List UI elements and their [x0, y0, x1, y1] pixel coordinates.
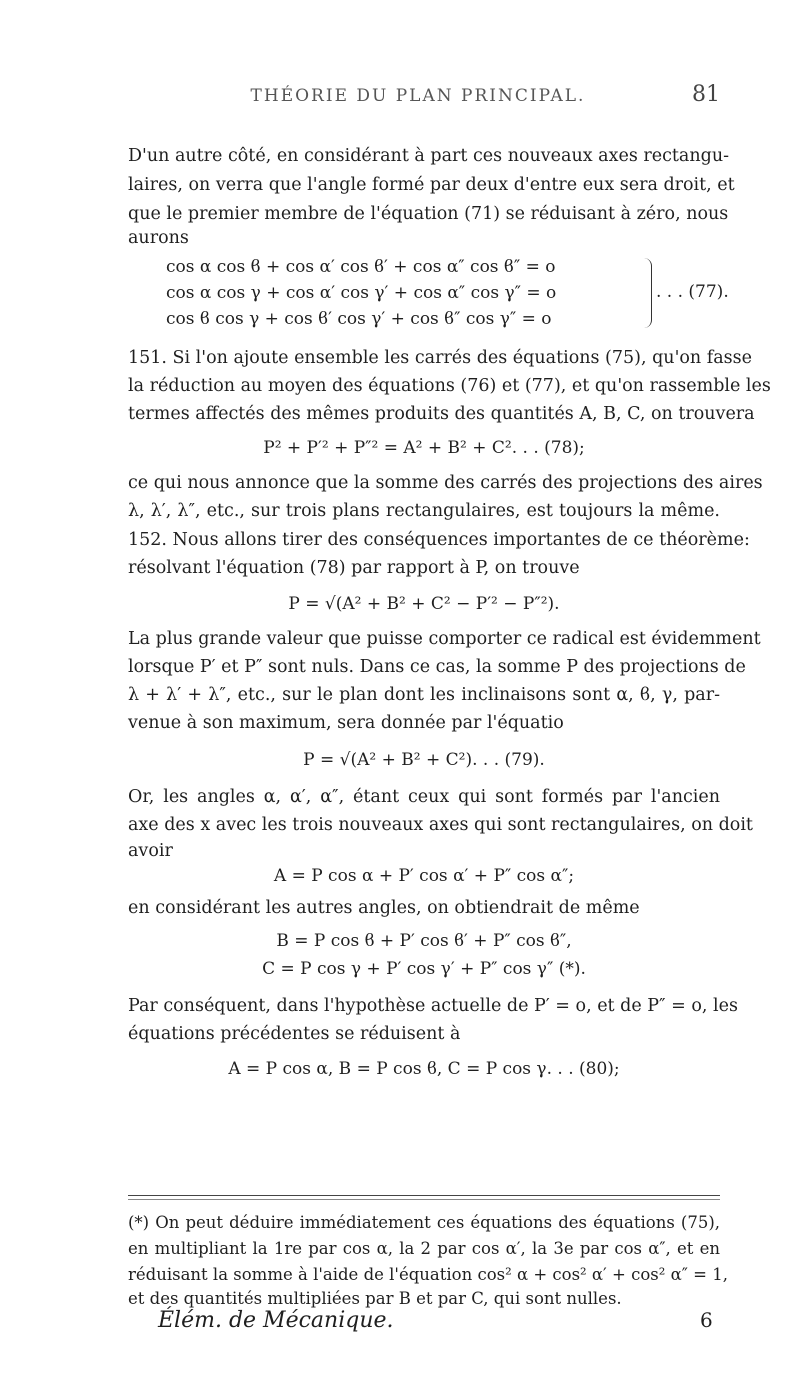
text-line: laires, on verra que l'angle formé par deux d'entre eux sera droit, et	[128, 175, 735, 195]
equation-p: P = √(A² + B² + C² − P′² − P″²).	[288, 594, 560, 614]
equation-79: P = √(A² + B² + C²). . . (79).	[303, 750, 545, 770]
running-header	[128, 82, 720, 112]
footnote-rule	[128, 1195, 720, 1196]
footnote-line: en multipliant la 1re par cos α, la 2 par cos α′, la 3e par cos α″, et en	[128, 1239, 720, 1258]
running-title: THÉORIE DU PLAN PRINCIPAL.	[250, 86, 586, 106]
text-line: lorsque P′ et P″ sont nuls. Dans ce cas, la somme P des projections de	[128, 657, 746, 677]
footnote-rule-thin	[128, 1199, 720, 1200]
equation-number: . . . (77).	[656, 282, 729, 302]
text-line: λ + λ′ + λ″, etc., sur le plan dont les inclinaisons sont α, ϐ, γ, par-	[128, 685, 720, 705]
text-line: venue à son maximum, sera donnée par l'équatio	[128, 713, 564, 733]
page-number: 81	[692, 82, 720, 107]
text-line: que le premier membre de l'équation (71) se réduisant à zéro, nous	[128, 204, 729, 224]
footnote-line: et des quantités multipliées par B et par C, qui sont nulles.	[128, 1289, 622, 1308]
text-line: 151. Si l'on ajoute ensemble les carrés des équations (75), qu'on fasse	[128, 348, 752, 368]
signature-title: Élém. de Mécanique.	[158, 1308, 394, 1333]
equation-77-line: cos ϐ cos γ + cos ϐ′ cos γ′ + cos ϐ″ cos γ″ = o	[166, 309, 552, 329]
text-line: 152. Nous allons tirer des conséquences importantes de ce théorème:	[128, 530, 750, 550]
footnote-line: réduisant la somme à l'aide de l'équation cos² α + cos² α′ + cos² α″ = 1,	[128, 1265, 728, 1284]
brace	[643, 258, 652, 328]
equation-77-line: cos α cos ϐ + cos α′ cos ϐ′ + cos α″ cos ϐ″ = o	[166, 257, 556, 277]
text-line: la réduction au moyen des équations (76) et (77), et qu'on rassemble les	[128, 376, 771, 396]
text-line: aurons	[128, 228, 189, 248]
equation-c: C = P cos γ + P′ cos γ′ + P″ cos γ″ (*).	[262, 959, 586, 979]
text-line: axe des x avec les trois nouveaux axes qui sont rectangulaires, on doit	[128, 815, 753, 835]
text-line: avoir	[128, 841, 173, 861]
equation-77-line: cos α cos γ + cos α′ cos γ′ + cos α″ cos γ″ = o	[166, 283, 557, 303]
equation-a: A = P cos α + P′ cos α′ + P″ cos α″;	[273, 866, 575, 886]
text-line: équations précédentes se réduisent à	[128, 1024, 461, 1044]
text-line: résolvant l'équation (78) par rapport à P, on trouve	[128, 558, 580, 578]
equation-78: P² + P′² + P″² = A² + B² + C². . . (78);	[263, 438, 585, 458]
text-line: en considérant les autres angles, on obtiendrait de même	[128, 898, 640, 918]
equation-b: B = P cos ϐ + P′ cos ϐ′ + P″ cos ϐ″,	[276, 931, 572, 951]
equation-80: A = P cos α, B = P cos ϐ, C = P cos γ. . . (80);	[228, 1059, 620, 1079]
text-line: Or, les angles α, α′, α″, étant ceux qui sont formés par l'ancien	[128, 787, 720, 807]
text-line: D'un autre côté, en considérant à part ces nouveaux axes rectangu-	[128, 146, 730, 166]
text-line: Par conséquent, dans l'hypothèse actuelle de P′ = o, et de P″ = o, les	[128, 996, 738, 1016]
signature-mark: 6	[700, 1308, 713, 1332]
text-line: ce qui nous annonce que la somme des carrés des projections des aires	[128, 473, 763, 493]
text-line: La plus grande valeur que puisse comporter ce radical est évidemment	[128, 629, 761, 649]
text-line: termes affectés des mêmes produits des quantités A, B, C, on trouvera	[128, 404, 755, 424]
text-line: λ, λ′, λ″, etc., sur trois plans rectangulaires, est toujours la même.	[128, 501, 720, 521]
footnote-line: (*) On peut déduire immédiatement ces équations des équations (75),	[128, 1213, 720, 1232]
